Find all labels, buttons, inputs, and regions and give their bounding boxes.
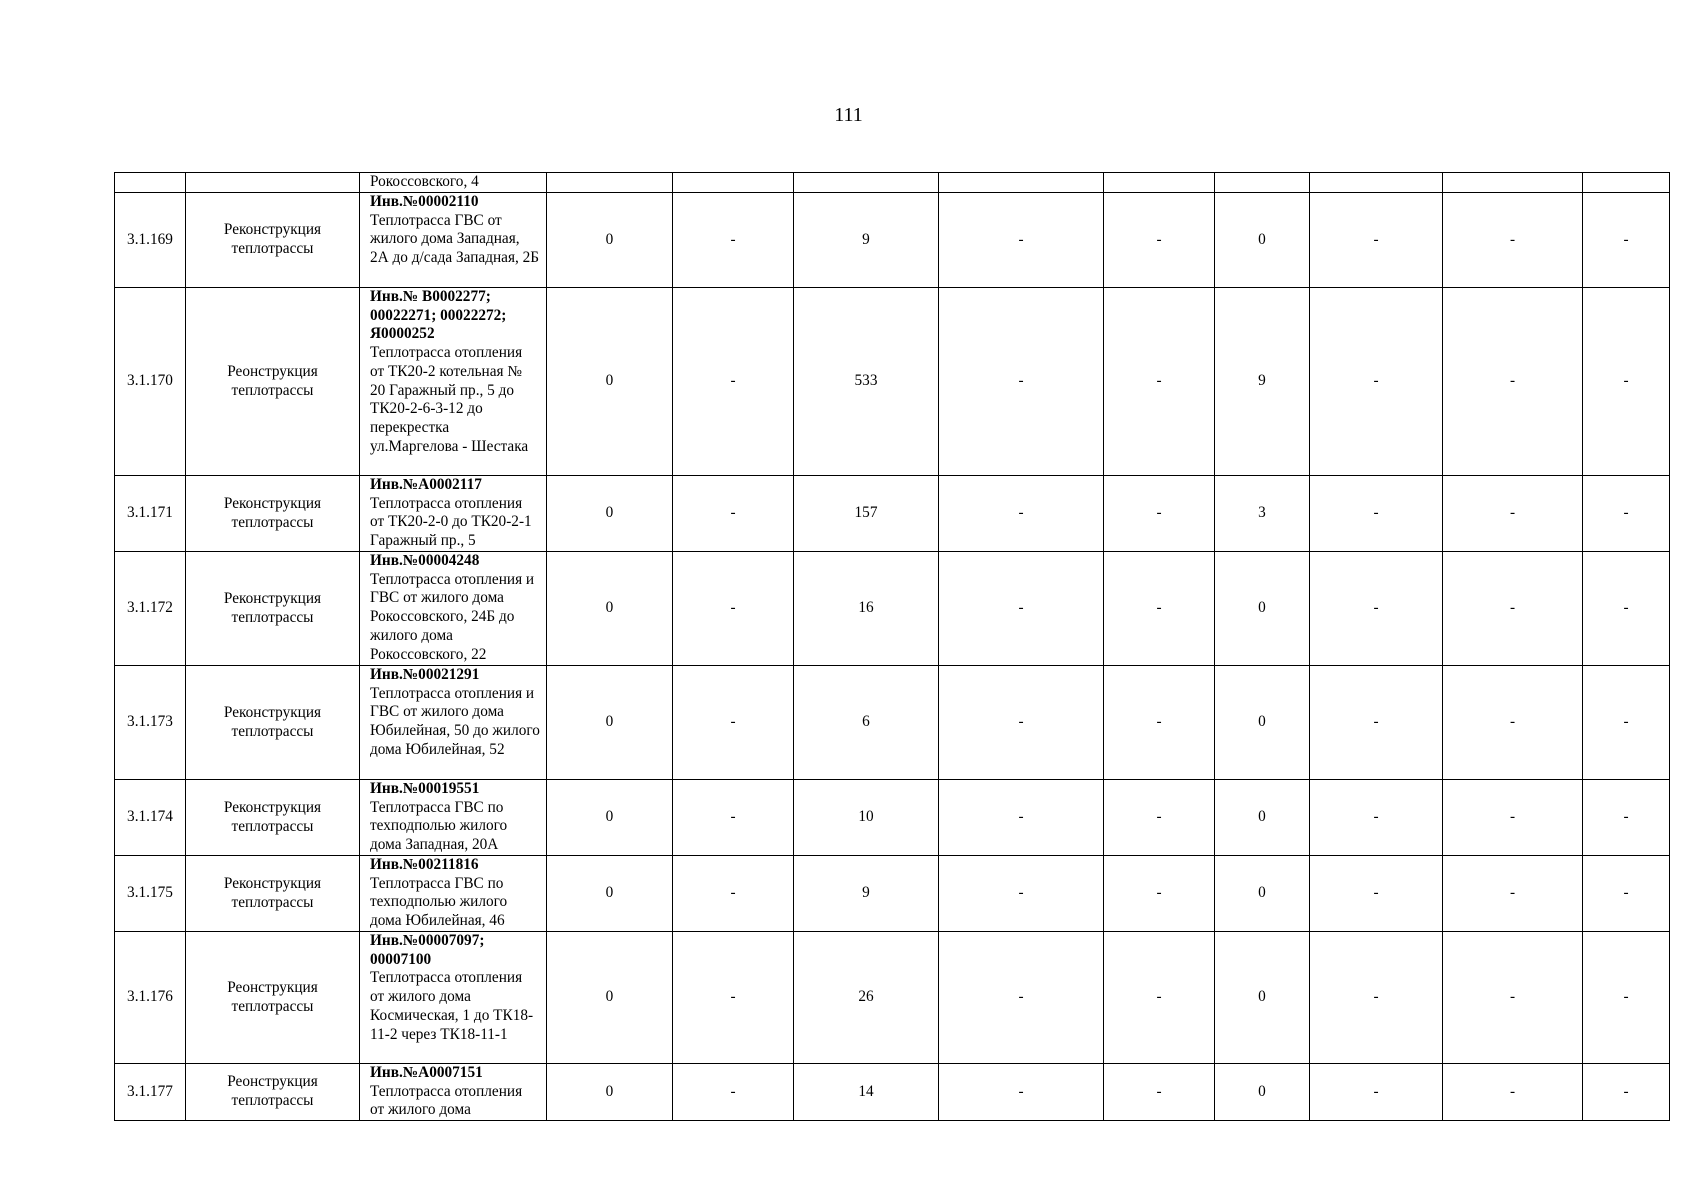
inventory-number: Инв.№00019551 — [370, 780, 480, 797]
value-cell-8: - — [1443, 780, 1583, 856]
value-cell-8: - — [1443, 476, 1583, 552]
value-cell-5: - — [1104, 1064, 1215, 1121]
value-cell-7: - — [1310, 666, 1443, 780]
table-row — [115, 552, 1670, 666]
value-cell-2: - — [673, 193, 794, 288]
object-description — [360, 1064, 547, 1121]
value-cell-5: - — [1104, 666, 1215, 780]
value-cell-4: - — [939, 288, 1104, 476]
value-cell-5: - — [1104, 856, 1215, 932]
value-cell-5: - — [1104, 193, 1215, 288]
object-description — [360, 193, 547, 288]
value-cell-1: 0 — [547, 476, 673, 552]
value-cell-6: 0 — [1215, 666, 1310, 780]
work-type: Реонструкция теплотрассы — [186, 288, 360, 476]
value-cell-7: - — [1310, 288, 1443, 476]
value-cell-7: - — [1310, 932, 1443, 1064]
inventory-number: Инв.№А0002117 — [370, 476, 482, 493]
value-cell-9: - — [1583, 666, 1670, 780]
value-cell-8: - — [1443, 666, 1583, 780]
value-cell-9: - — [1583, 193, 1670, 288]
value-cell-1: 0 — [547, 552, 673, 666]
work-type: Реконструкция теплотрассы — [186, 552, 360, 666]
row-number: 3.1.172 — [115, 552, 186, 666]
value-cell-9: - — [1583, 856, 1670, 932]
value-cell-6: 9 — [1215, 288, 1310, 476]
value-cell-8: - — [1443, 856, 1583, 932]
value-cell-6: 0 — [1215, 932, 1310, 1064]
inventory-number: Инв.№ В0002277; 00022271; 00022272; Я0000252 — [370, 288, 507, 343]
object-text: Теплотрасса отопления от ТК20-2 котельная № 20 Гаражный пр., 5 до ТК20-2-6-3-12 до перекрестка ул.Маргелова - Шестака — [370, 344, 529, 455]
value-cell-1: 0 — [547, 780, 673, 856]
value-cell-1: 0 — [547, 1064, 673, 1121]
object-description — [360, 856, 547, 932]
work-type: Реконструкция теплотрассы — [186, 476, 360, 552]
object-description — [360, 780, 547, 856]
value-cell-1: 0 — [547, 932, 673, 1064]
work-type: Реконструкция теплотрассы — [186, 856, 360, 932]
value-cell-2: - — [673, 476, 794, 552]
value-cell-2: - — [673, 666, 794, 780]
value-cell-3: 6 — [794, 666, 939, 780]
inventory-number: Инв.№00004248 — [370, 552, 480, 569]
value-cell-6: 0 — [1215, 1064, 1310, 1121]
value-cell-5: - — [1104, 780, 1215, 856]
value-cell-1: 0 — [547, 856, 673, 932]
value-cell-4: - — [939, 193, 1104, 288]
object-description — [360, 476, 547, 552]
value-cell-9: - — [1583, 476, 1670, 552]
row-number: 3.1.171 — [115, 476, 186, 552]
value-cell-8: - — [1443, 552, 1583, 666]
object-description — [360, 288, 547, 476]
value-cell-2: - — [673, 288, 794, 476]
row-number: 3.1.173 — [115, 666, 186, 780]
value-cell-1: 0 — [547, 193, 673, 288]
table-row — [115, 856, 1670, 932]
value-cell-6: 0 — [1215, 856, 1310, 932]
value-cell-3: 157 — [794, 476, 939, 552]
inventory-number: Инв.№00021291 — [370, 666, 480, 683]
object-text: Теплотрасса отопления и ГВС от жилого дома Рокоссовского, 24Б до жилого дома Рокоссовского, 22 — [370, 570, 535, 663]
object-text: Теплотрасса отопления от жилого дома — [370, 1082, 523, 1119]
value-cell-3: 533 — [794, 288, 939, 476]
table-row — [115, 932, 1670, 1064]
value-cell-8: - — [1443, 288, 1583, 476]
value-cell-9: - — [1583, 932, 1670, 1064]
object-text: Теплотрасса отопления от ТК20-2-0 до ТК20-2-1 Гаражный пр., 5 — [370, 494, 532, 550]
value-cell-4: - — [939, 780, 1104, 856]
value-cell-9: - — [1583, 1064, 1670, 1121]
value-cell-7: - — [1310, 856, 1443, 932]
value-cell-6: 3 — [1215, 476, 1310, 552]
row-number: 3.1.177 — [115, 1064, 186, 1121]
value-cell-4: - — [939, 666, 1104, 780]
value-cell-7: - — [1310, 1064, 1443, 1121]
object-description — [360, 552, 547, 666]
value-cell-5: - — [1104, 932, 1215, 1064]
value-cell-6: 0 — [1215, 552, 1310, 666]
value-cell-2: - — [673, 780, 794, 856]
work-type: Реонструкция теплотрассы — [186, 932, 360, 1064]
value-cell-2: - — [673, 552, 794, 666]
value-cell-3: 9 — [794, 856, 939, 932]
inventory-number: Инв.№00007097; 00007100 — [370, 932, 485, 968]
value-cell-3: 9 — [794, 193, 939, 288]
object-description — [360, 666, 547, 780]
table-row — [115, 780, 1670, 856]
row-number: 3.1.169 — [115, 193, 186, 288]
value-cell-1: 0 — [547, 288, 673, 476]
work-type: Реконструкция теплотрассы — [186, 666, 360, 780]
value-cell-6: 0 — [1215, 780, 1310, 856]
row-number: 3.1.175 — [115, 856, 186, 932]
value-cell-9: - — [1583, 288, 1670, 476]
object-description — [360, 932, 547, 1064]
value-cell-3: 16 — [794, 552, 939, 666]
value-cell-7: - — [1310, 552, 1443, 666]
value-cell-7: - — [1310, 193, 1443, 288]
table-row — [115, 476, 1670, 552]
work-type: Реконструкция теплотрассы — [186, 193, 360, 288]
object-text: Теплотрасса ГВС от жилого дома Западная, 2А до д/сада Западная, 2Б — [370, 211, 540, 267]
value-cell-4: - — [939, 1064, 1104, 1121]
table-row — [115, 193, 1670, 288]
value-cell-4: - — [939, 552, 1104, 666]
value-cell-5: - — [1104, 288, 1215, 476]
work-type: Реонструкция теплотрассы — [186, 1064, 360, 1121]
row-number: 3.1.174 — [115, 780, 186, 856]
value-cell-2: - — [673, 856, 794, 932]
object-text: Теплотрасса отопления от жилого дома Космическая, 1 до ТК18-11-2 через ТК18-11-1 — [370, 969, 534, 1043]
object-text: Теплотрасса отопления и ГВС от жилого дома Юбилейная, 50 до жилого дома Юбилейная, 52 — [370, 684, 540, 758]
value-cell-4: - — [939, 476, 1104, 552]
inventory-number: Инв.№00002110 — [370, 193, 479, 210]
value-cell-7: - — [1310, 780, 1443, 856]
value-cell-2: - — [673, 932, 794, 1064]
value-cell-8: - — [1443, 1064, 1583, 1121]
value-cell-4: - — [939, 932, 1104, 1064]
table-row — [115, 1064, 1670, 1121]
page-number: 111 — [834, 104, 863, 126]
table-row — [115, 666, 1670, 780]
value-cell-8: - — [1443, 932, 1583, 1064]
continuation-row — [115, 173, 1670, 193]
continuation-text: Рокоссовского, 4 — [360, 173, 547, 193]
value-cell-5: - — [1104, 476, 1215, 552]
value-cell-3: 26 — [794, 932, 939, 1064]
value-cell-3: 14 — [794, 1064, 939, 1121]
value-cell-9: - — [1583, 552, 1670, 666]
object-text: Теплотрасса ГВС по техподполью жилого дома Юбилейная, 46 — [370, 874, 508, 930]
works-table — [114, 172, 1670, 1121]
value-cell-5: - — [1104, 552, 1215, 666]
object-text: Теплотрасса ГВС по техподполью жилого дома Западная, 20А — [370, 798, 508, 854]
work-type: Реконструкция теплотрассы — [186, 780, 360, 856]
value-cell-7: - — [1310, 476, 1443, 552]
inventory-number: Инв.№00211816 — [370, 856, 479, 873]
inventory-number: Инв.№А0007151 — [370, 1064, 483, 1081]
row-number: 3.1.170 — [115, 288, 186, 476]
value-cell-9: - — [1583, 780, 1670, 856]
value-cell-1: 0 — [547, 666, 673, 780]
value-cell-8: - — [1443, 193, 1583, 288]
row-number: 3.1.176 — [115, 932, 186, 1064]
value-cell-2: - — [673, 1064, 794, 1121]
value-cell-6: 0 — [1215, 193, 1310, 288]
value-cell-3: 10 — [794, 780, 939, 856]
table-row — [115, 288, 1670, 476]
value-cell-4: - — [939, 856, 1104, 932]
